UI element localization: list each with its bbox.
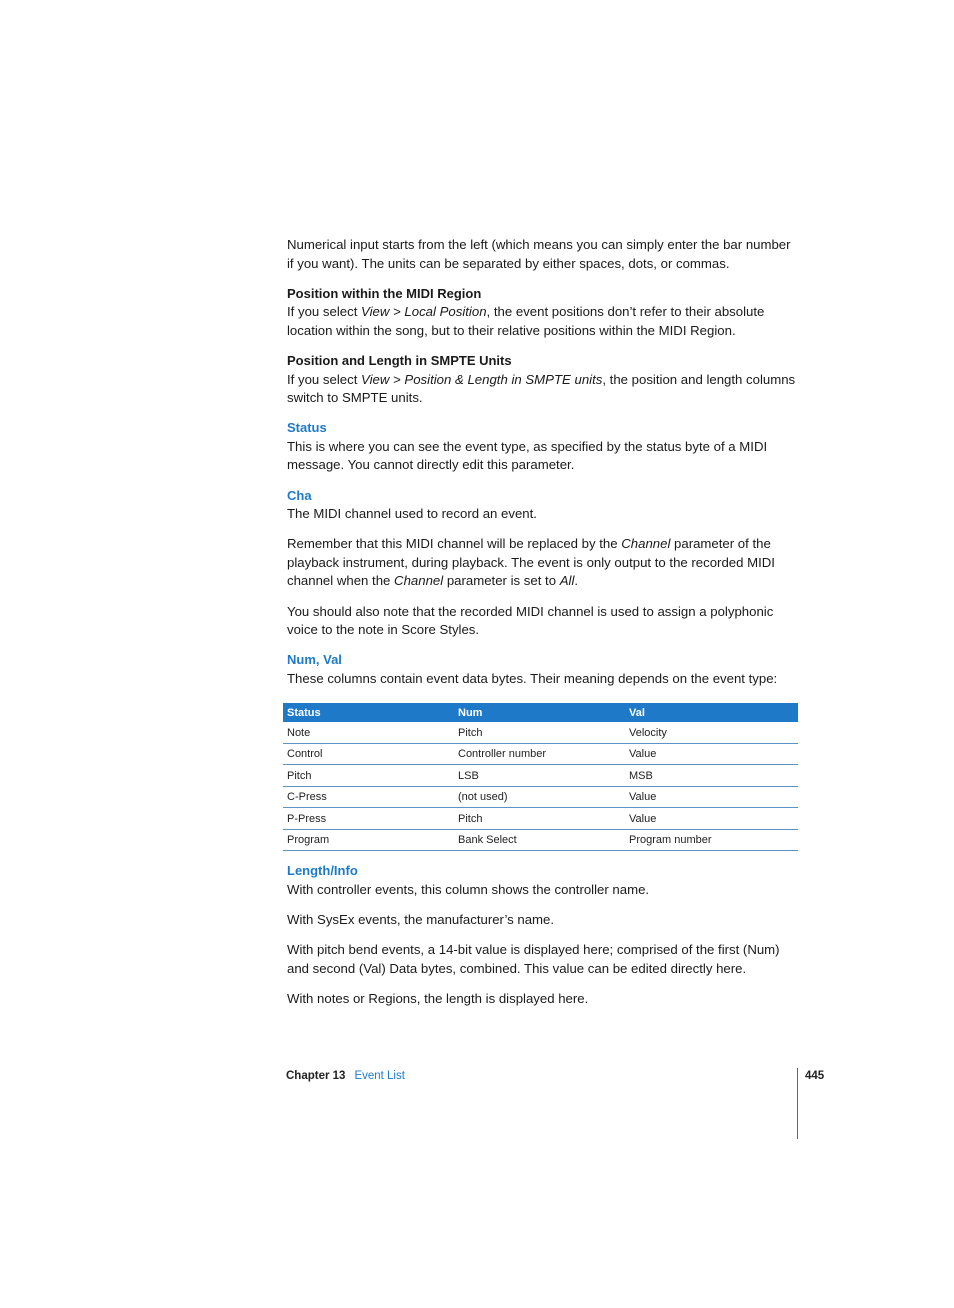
table-cell: Pitch — [283, 765, 454, 787]
page-footer — [286, 1070, 405, 1082]
table-cell: Value — [625, 786, 798, 808]
table-cell: LSB — [454, 765, 625, 787]
table-cell: Velocity — [625, 722, 798, 743]
table-cell: Note — [283, 722, 454, 743]
table-cell: MSB — [625, 765, 798, 787]
table-cell: C-Press — [283, 786, 454, 808]
cha-paragraph-1: The MIDI channel used to record an event. — [287, 506, 537, 522]
table-header-row — [283, 703, 798, 722]
length-info-paragraph-4: With notes or Regions, the length is displayed here. — [287, 990, 589, 1006]
column-header-status: Status — [283, 703, 454, 722]
position-midi-paragraph: If you select View > Local Position, the event positions don’t refer to their absolute location within the song, but to their relative positions within the MIDI Region. — [287, 304, 765, 338]
heading-status: Status — [287, 420, 327, 436]
column-header-val: Val — [625, 703, 798, 722]
heading-cha: Cha — [287, 487, 312, 503]
footer-section-link[interactable]: Event List — [354, 1070, 405, 1082]
table-cell: Value — [625, 743, 798, 765]
table-cell: (not used) — [454, 786, 625, 808]
table-cell: Control — [283, 743, 454, 765]
table-row — [283, 829, 798, 851]
table-cell: Program number — [625, 829, 798, 851]
table-row — [283, 765, 798, 787]
page-number: 445 — [805, 1070, 825, 1082]
table-cell: Value — [625, 808, 798, 830]
intro-paragraph: Numerical input starts from the left (which means you can simply enter the bar number if you want). The units can be separated by either spaces, dots, or commas. — [287, 237, 791, 271]
table-cell: Pitch — [454, 808, 625, 830]
position-smpte-paragraph: If you select View > Position & Length in SMPTE units, the position and length columns switch to SMPTE units. — [287, 371, 796, 406]
num-val-paragraph: These columns contain event data bytes. Their meaning depends on the event type: — [287, 670, 778, 686]
table-cell: Program — [283, 829, 454, 851]
table-row — [283, 722, 798, 743]
table-cell: P-Press — [283, 808, 454, 830]
table-cell: Bank Select — [454, 829, 625, 851]
length-info-paragraph-2: With SysEx events, the manufacturer’s name. — [287, 912, 555, 928]
table-row — [283, 786, 798, 808]
footer-divider — [797, 1068, 798, 1139]
heading-num-val: Num, Val — [287, 652, 342, 668]
heading-length-info: Length/Info — [287, 863, 358, 879]
event-data-table — [283, 703, 798, 851]
heading-position-smpte: Position and Length in SMPTE Units — [287, 352, 512, 368]
status-paragraph: This is where you can see the event type, as specified by the status byte of a MIDI message. You cannot directly edit this parameter. — [287, 438, 768, 473]
footer-chapter: Chapter 13 — [286, 1070, 346, 1082]
page-content — [287, 236, 797, 1020]
table-cell: Pitch — [454, 722, 625, 743]
length-info-paragraph-3: With pitch bend events, a 14-bit value is displayed here; comprised of the first (Num) and second (Val) Data bytes, combined. This value can be edited directly here. — [287, 942, 780, 976]
table-row — [283, 808, 798, 830]
cha-paragraph-3: You should also note that the recorded MIDI channel is used to assign a polyphonic voice to the note in Score Styles. — [287, 603, 774, 638]
table-cell: Controller number — [454, 743, 625, 765]
column-header-num: Num — [454, 703, 625, 722]
table-row — [283, 743, 798, 765]
cha-paragraph-2: Remember that this MIDI channel will be replaced by the Channel parameter of the playback instrument, during playback. The event is only output to the recorded MIDI channel when the Channel parameter is set to All. — [287, 536, 775, 589]
length-info-paragraph-1: With controller events, this column shows the controller name. — [287, 881, 650, 897]
heading-position-midi: Position within the MIDI Region — [287, 285, 482, 301]
